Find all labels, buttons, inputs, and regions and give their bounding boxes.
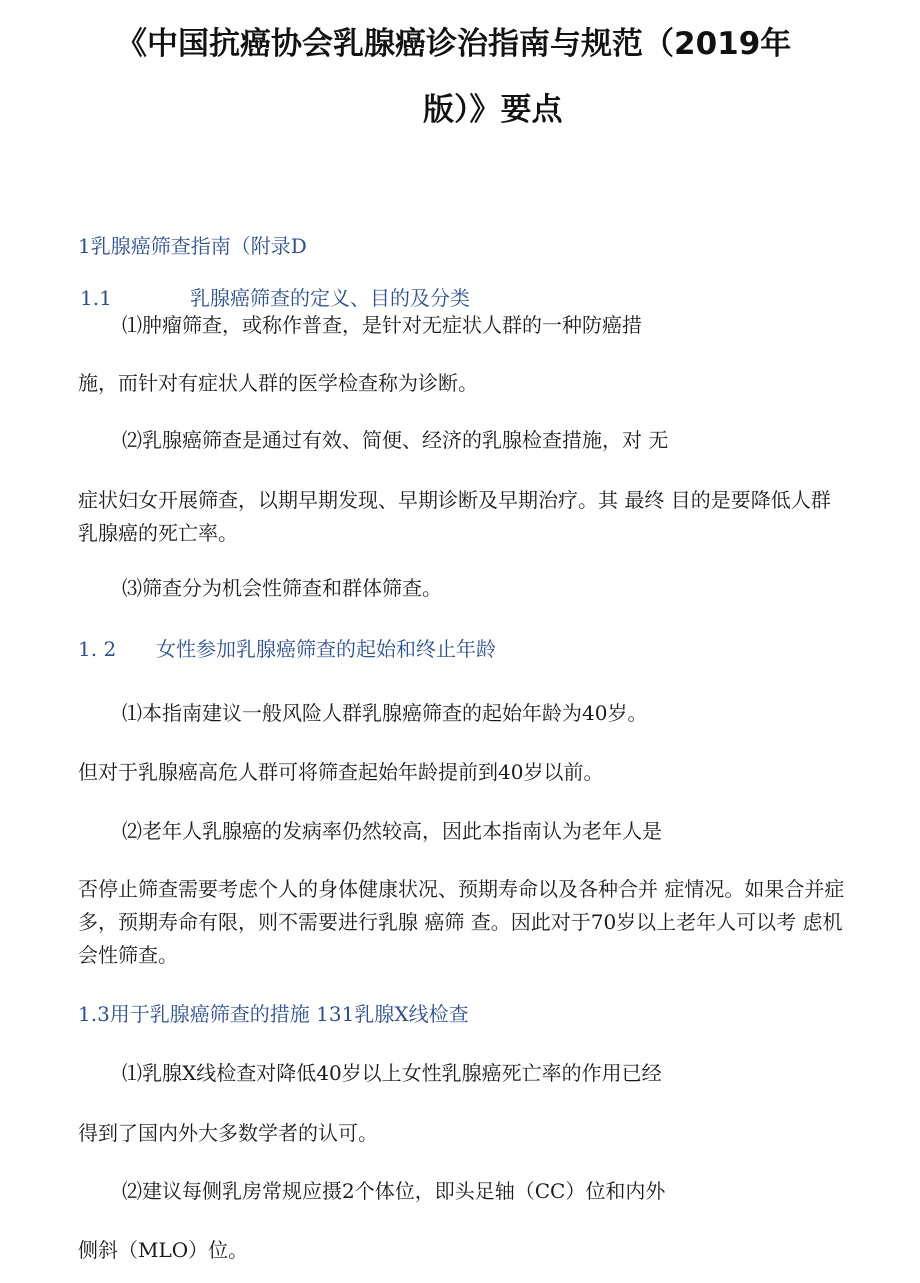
section-title: 女性参加乳腺癌筛查的起始和终止年龄 — [156, 637, 496, 661]
section-title: 乳腺癌筛查的定义、目的及分类 — [190, 286, 470, 310]
paragraph: 得到了国内外大多数学者的认可。 — [78, 1121, 378, 1145]
section-number: 1.1 — [80, 286, 112, 310]
paragraph: ⑴乳腺X线检查对降低40岁以上女性乳腺癌死亡率的作用已经 — [122, 1061, 662, 1085]
paragraph: ⑴肿瘤筛查，或称作普查，是针对无症状人群的一种防癌措 — [122, 313, 642, 337]
paragraph: ⑵乳腺癌筛查是通过有效、简便、经济的乳腺检查措施，对 无 — [122, 428, 669, 452]
document-title-line-1: 《中国抗癌协会乳腺癌诊治指南与规范（2019年 — [116, 26, 792, 62]
section-heading-1-2 — [78, 633, 496, 662]
paragraph: 施，而针对有症状人群的医学检查称为诊断。 — [78, 371, 478, 395]
paragraph: ⑵建议每侧乳房常规应摄2个体位，即头足轴（CC）位和内外 — [122, 1179, 666, 1203]
paragraph: 否停止筛查需要考虑个人的身体健康状况、预期寿命以及各种合并 症情况。如果合并症多，预期寿命有限，则不需要进行乳腺 癌筛 查。因此对于70岁以上老年人可以考 虑机会性筛查。 — [78, 877, 845, 967]
paragraph: ⑶筛查分为机会性筛查和群体筛查。 — [122, 576, 442, 600]
document-title-line-2: 版）》要点 — [423, 92, 563, 128]
section-heading-1-3: 1.3用于乳腺癌筛查的措施 131乳腺X线检查 — [78, 1002, 469, 1026]
paragraph: 侧斜（MLO）位。 — [78, 1238, 249, 1262]
section-number: 1. 2 — [78, 637, 117, 661]
paragraph: ⑵老年人乳腺癌的发病率仍然较高，因此本指南认为老年人是 — [122, 819, 662, 843]
section-heading-1-1 — [80, 282, 470, 311]
paragraph: ⑴本指南建议一般风险人群乳腺癌筛查的起始年龄为40岁。 — [122, 701, 648, 725]
paragraph: 症状妇女开展筛查，以期早期发现、早期诊断及早期治疗。其 最终 目的是要降低人群乳腺癌的死亡率。 — [78, 488, 831, 545]
section-heading-1: 1乳腺癌筛查指南（附录D — [78, 234, 307, 258]
paragraph: 但对于乳腺癌高危人群可将筛查起始年龄提前到40岁以前。 — [78, 760, 604, 784]
